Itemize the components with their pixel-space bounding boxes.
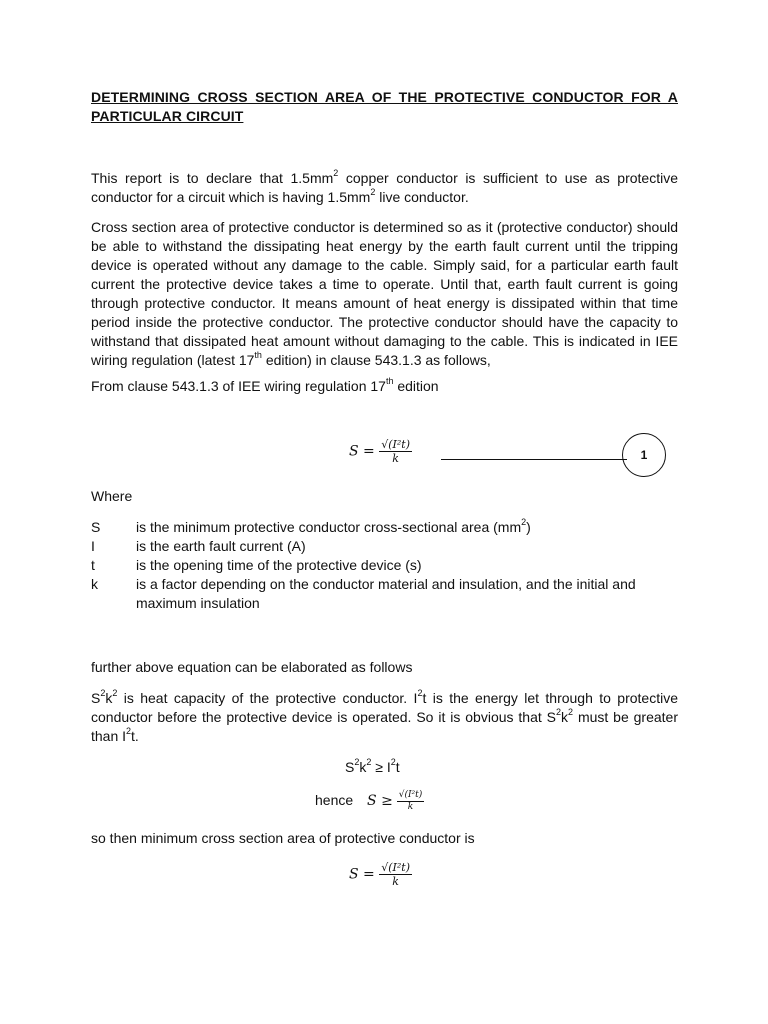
definitions-list [91, 518, 678, 613]
elaborate-intro: further above equation can be elaborated as follows [91, 659, 413, 675]
document-title: DETERMINING CROSS SECTION AREA OF THE PROTECTIVE CONDUCTOR FOR A PARTICULAR CIRCUIT [91, 89, 678, 124]
hence-equation: hence S ≥ $\frac{\text{√(I²t)}}{k}$ [315, 790, 423, 812]
definition-k: k is a factor depending on the conductor material and insulation, and the initial and maximum insulation [91, 576, 636, 611]
equation-number-circle: 1 [622, 433, 666, 477]
definition-t: t is the opening time of the protective device (s) [91, 557, 422, 573]
heat-capacity-paragraph: $S^2k^2$ is heat capacity of the protective conductor. $I^2t$ is the energy let through to protective conductor before the protective device is operated. So it is obvious that $S^2k^2$ must be greater than $I^2t$. [91, 688, 679, 744]
conclusion-intro: so then minimum cross section area of protective conductor is [91, 830, 475, 846]
definition-s: S is the minimum protective conductor cross-sectional area $(mm^2)$ [91, 517, 531, 535]
explanation-paragraph: Cross section area of protective conductor is determined so as it (protective conductor) should be able to withstand the dissipating heat energy by the earth fault current until the tripping device is operated without any damage to the cable. Simply said, for a particular earth fault current the protective device takes a time to operate. Until that, earth fault current is going through protective conductor. It means amount of heat energy is dissipated within that time period inside the protective conductor. The protective conductor should have the capacity to withstand that dissipated heat amount without damaging to the cable. This is indicated in IEE wiring regulation (latest 17th edition) in clause 543.1.3 as follows, [91, 219, 678, 368]
clause-reference: From clause 543.1.3 of IEE wiring regulation 17th edition [91, 376, 439, 394]
intro-paragraph: This report is to declare that $1.5mm^2$ copper conductor is sufficient to use as protective conductor for a circuit which is having $1.5mm^2$ live conductor. [91, 168, 679, 205]
equation-main: S = $\frac{\text{√(I²t)}}{k}$ [349, 438, 411, 465]
inequality: $S^2k^2 \ge I^2t$ [345, 757, 400, 775]
equation-leader-line [441, 459, 627, 460]
hence-fraction: $\frac{\text{√(I²t)}}{k}$ [398, 790, 423, 812]
equation-final: S = $\frac{\text{√(I²t)}}{k}$ [349, 861, 411, 888]
equation-main-fraction: $\frac{\text{√(I²t)}}{k}$ [381, 438, 411, 465]
equation-final-fraction: $\frac{\text{√(I²t)}}{k}$ [381, 861, 411, 888]
definition-i: I is the earth fault current (A) [91, 538, 306, 554]
where-label: Where [91, 488, 133, 504]
